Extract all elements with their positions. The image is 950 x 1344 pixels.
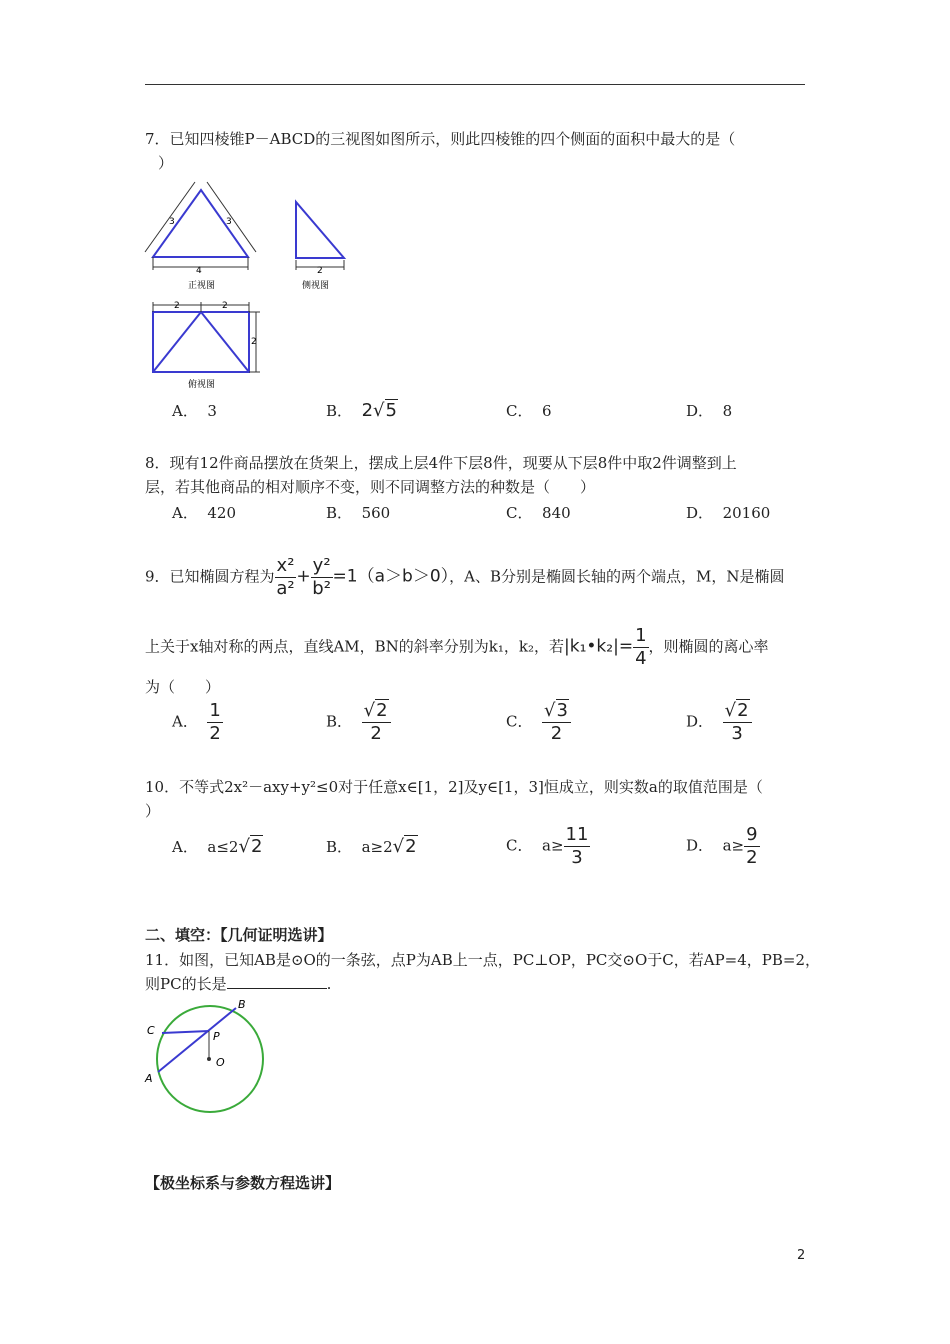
page-number: 2 bbox=[797, 1248, 806, 1263]
q9-option-a: A． $\frac{1}{2}$ bbox=[172, 700, 221, 744]
q10-option-b: B． a≥2√2 bbox=[326, 836, 417, 857]
section3-heading: 【极坐标系与参数方程选讲】 bbox=[145, 1174, 341, 1192]
front-dim-3-left: 3 bbox=[169, 217, 175, 227]
q7-option-a: A． 3 bbox=[172, 402, 217, 420]
q8-option-b: B． 560 bbox=[326, 504, 391, 522]
q9-line3: 为（ ） bbox=[145, 678, 221, 696]
q7-option-b: B． 2√5 bbox=[326, 400, 397, 421]
q11-text-line1: 11．如图，已知AB是⊙O的一条弦，点P为AB上一点，PC⊥OP，PC交⊙O于C，若AP=4，PB=2， bbox=[145, 951, 821, 969]
q7-text-line1: 7．已知四棱锥P－ABCD的三视图如图所示，则此四棱锥的四个侧面的面积中最大的是（ bbox=[145, 130, 736, 148]
front-dim-4: 4 bbox=[196, 266, 202, 276]
front-view-label: 正视图 bbox=[188, 281, 216, 291]
q10-option-d: D． a≥ $\frac{9}{2}$ bbox=[686, 824, 758, 868]
q9-frac-x: $\frac{\text{x²}}{\text{a²}}$ bbox=[276, 555, 295, 599]
top-dim-2a: 2 bbox=[174, 301, 180, 311]
section2-heading: 二、填空：【几何证明选讲】 bbox=[145, 926, 333, 944]
segment-pc bbox=[162, 1031, 209, 1033]
q9-frac-y: $\frac{\text{y²}}{\text{b²}}$ bbox=[312, 555, 331, 599]
q10-text-line1: 10．不等式2x²－axy+y²≤0对于任意x∈[1，2]及y∈[1，3]恒成立，则实数a的取值范围是（ bbox=[145, 778, 763, 796]
front-dim-3-right: 3 bbox=[226, 217, 232, 227]
front-view bbox=[153, 190, 248, 257]
q9-option-d: D． $\frac{√2}{3}$ bbox=[686, 702, 752, 743]
label-c: C bbox=[147, 1024, 155, 1037]
q8-option-c: C． 840 bbox=[506, 504, 571, 522]
q10-option-a: A． a≤2√2 bbox=[172, 836, 263, 857]
q9-line2: 上关于x轴对称的两点，直线AM，BN的斜率分别为k₁，k₂，若|k₁•k₂|= $\frac{1}{4}$ ，则椭圆的离心率 bbox=[145, 625, 769, 669]
center-point bbox=[207, 1057, 211, 1061]
top-dim-2b: 2 bbox=[222, 301, 228, 311]
q9-option-b: B． $\frac{√2}{2}$ bbox=[326, 702, 391, 743]
label-o: O bbox=[216, 1056, 225, 1069]
q8-text-line2: 层，若其他商品的相对顺序不变，则不同调整方法的种数是（ ） bbox=[145, 478, 596, 496]
q8-text-line1: 8．现有12件商品摆放在货架上，摆成上层4件下层8件，现要从下层8件中取2件调整到上 bbox=[145, 454, 737, 472]
q8-option-d: D． 20160 bbox=[686, 504, 771, 522]
header-rule bbox=[145, 84, 805, 85]
side-view-label: 侧视图 bbox=[302, 281, 330, 291]
label-b: B bbox=[238, 998, 246, 1011]
q8-option-a: A． 420 bbox=[172, 504, 237, 522]
q11-text-line2: 则PC的长是 . bbox=[145, 975, 332, 993]
q11-circle-figure bbox=[140, 996, 280, 1121]
label-a: A bbox=[145, 1072, 153, 1085]
q11-answer-blank[interactable] bbox=[227, 974, 327, 989]
top-dim-2c: 2 bbox=[251, 337, 257, 347]
q10-option-c: C． a≥ $\frac{11}{3}$ bbox=[506, 824, 589, 868]
side-view bbox=[296, 202, 344, 258]
q7-three-view-figure bbox=[140, 180, 370, 395]
top-view bbox=[153, 312, 249, 372]
side-dim-2: 2 bbox=[317, 266, 323, 276]
q10-text-line2: ） bbox=[145, 802, 161, 820]
q9-option-c: C． $\frac{√3}{2}$ bbox=[506, 702, 571, 743]
q7-text-line2: ） bbox=[158, 154, 174, 172]
q7-option-d: D． 8 bbox=[686, 402, 733, 420]
q7-option-c: C． 6 bbox=[506, 402, 552, 420]
label-p: P bbox=[213, 1030, 220, 1043]
q9-line1: 9．已知椭圆方程为 $\frac{\text{x²}}{\text{a²}}$ + $\frac{\text{y²}}{\text{b²}}$ =1（a＞b＞0），A、B分别是椭圆长轴的两个端点，M，N是椭圆 bbox=[145, 555, 785, 599]
top-view-label: 俯视图 bbox=[188, 380, 216, 390]
